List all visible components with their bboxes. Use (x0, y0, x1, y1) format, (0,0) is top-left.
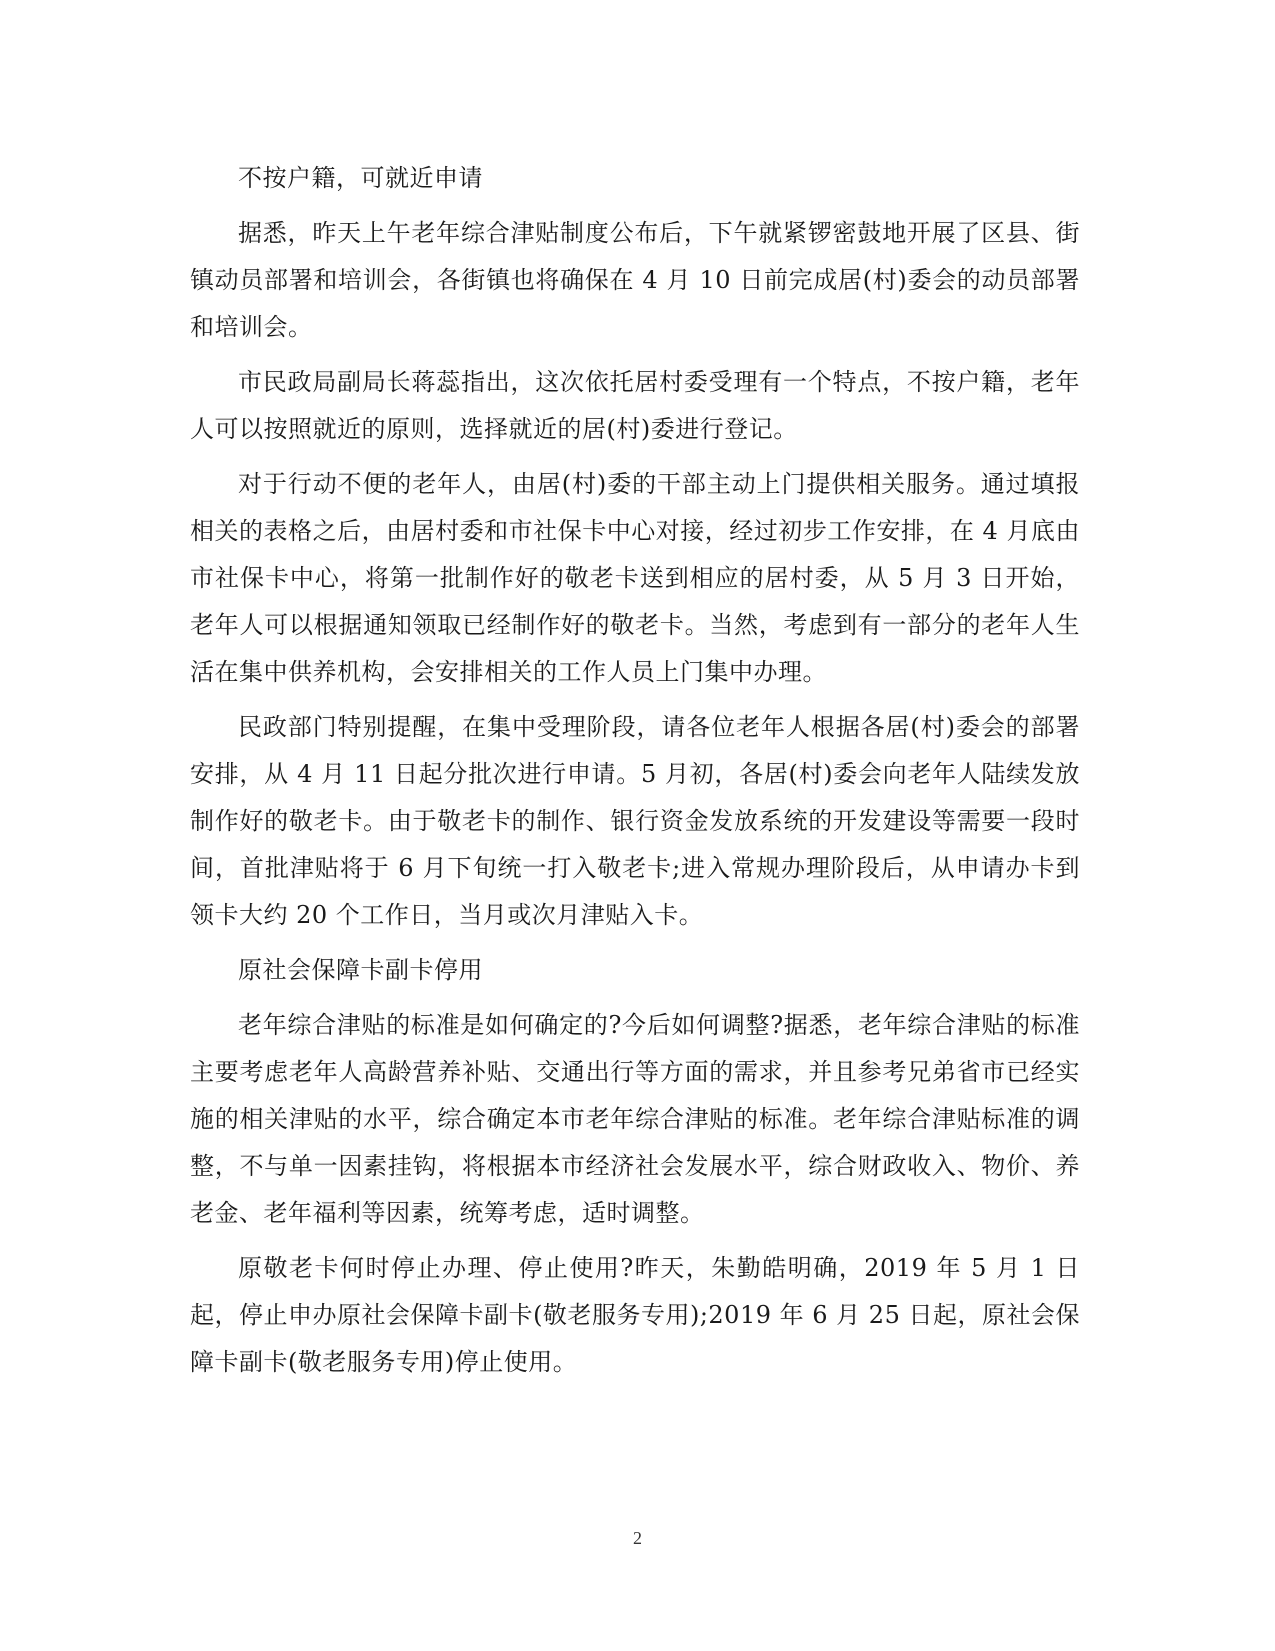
document-body (190, 155, 1080, 1394)
section-heading: 原社会保障卡副卡停用 (238, 956, 483, 984)
page-number: 2 (633, 1528, 642, 1548)
body-paragraph: 市民政局副局长蒋蕊指出，这次依托居村委受理有一个特点，不按户籍，老年人可以按照就近的原则，选择就近的居(村)委进行登记。 (190, 368, 1080, 443)
body-paragraph: 原敬老卡何时停止办理、停止使用?昨天，朱勤皓明确，2019 年 5 月 1 日起，停止申办原社会保障卡副卡(敬老服务专用);2019 年 6 月 25 日起，原社会保障卡副卡(敬老服务专用)停止使用。 (190, 1254, 1080, 1376)
body-paragraph: 民政部门特别提醒，在集中受理阶段，请各位老年人根据各居(村)委会的部署安排，从 4 月 11 日起分批次进行申请。5 月初，各居(村)委会向老年人陆续发放制作好的敬老卡。由于敬老卡的制作、银行资金发放系统的开发建设等需要一段时间，首批津贴将于 6 月下旬统一打入敬老卡;进入常规办理阶段后，从申请办卡到领卡大约 20 个工作日，当月或次月津贴入卡。 (190, 713, 1080, 929)
body-paragraph: 老年综合津贴的标准是如何确定的?今后如何调整?据悉，老年综合津贴的标准主要考虑老年人高龄营养补贴、交通出行等方面的需求，并且参考兄弟省市已经实施的相关津贴的水平，综合确定本市老年综合津贴的标准。老年综合津贴标准的调整，不与单一因素挂钩，将根据本市经济社会发展水平，综合财政收入、物价、养老金、老年福利等因素，统筹考虑，适时调整。 (190, 1011, 1080, 1227)
body-paragraph: 对于行动不便的老年人，由居(村)委的干部主动上门提供相关服务。通过填报相关的表格之后，由居村委和市社保卡中心对接，经过初步工作安排，在 4 月底由市社保卡中心，将第一批制作好的敬老卡送到相应的居村委，从 5 月 3 日开始，老年人可以根据通知领取已经制作好的敬老卡。当然，考虑到有一部分的老年人生活在集中供养机构，会安排相关的工作人员上门集中办理。 (190, 470, 1080, 686)
body-paragraph: 据悉，昨天上午老年综合津贴制度公布后，下午就紧锣密鼓地开展了区县、街镇动员部署和培训会，各街镇也将确保在 4 月 10 日前完成居(村)委会的动员部署和培训会。 (190, 219, 1080, 341)
section-heading: 不按户籍，可就近申请 (238, 164, 483, 192)
